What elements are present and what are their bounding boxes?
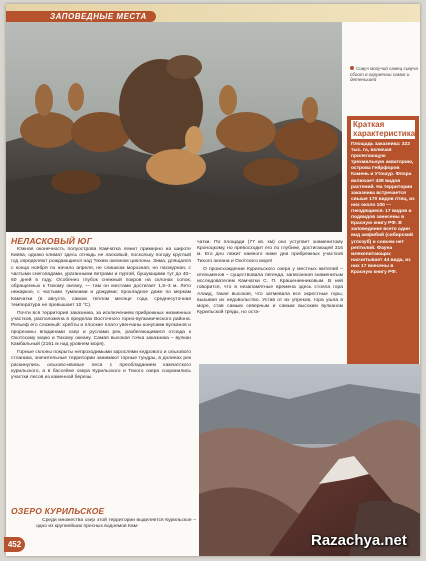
text-column-1 [11,247,191,383]
paragraph: Горные склоны покрыты непроходимыми зарослями кедрового и ольхового стланика, значительные территории занимают горные тундры, в долинах рек раскинулись ольхово-ивовые леса с преобладанием камчатского курильского, а в бассейне озера Курильского и Тихого озера сохранились участки лесов из каменной березы. [11,350,191,381]
photo-caption [350,66,418,83]
facts-sidebar [347,116,419,368]
section-title-south: НЕЛАСКОВЫЙ ЮГ [11,236,93,246]
paragraph: О происхождении Курильского озера у местных жителей – ительменов – существовала легенда, записанная знаменитым исследователем Камчатки С. П. Крашенинниковым. В ней говорится, что в незапамятные времена здесь стояла гора Алаид, такая высокая, что затмевала все окрестные горы, вызывая их недовольство. Устав от их упреков, гора ушла в море, став самым северным и самым высоким вулканом Курильской гряды, но оста- [197,266,343,316]
section-title-lake: ОЗЕРО КУРИЛЬСКОЕ [11,506,105,516]
paragraph: Среди множества озер этой территории выделяется Курильское – одно из крупнейших пресных водоемов Кам- [36,518,196,530]
paragraph: Южная оконечность полуострова Камчатка лежит примерно на широте Киева, однако климат здесь отнюдь не ласковый, поскольку погоду круглый год определяют рождающиеся над Тихим океаном циклоны. Зима, длящаяся с конца ноября по начало апреля, не слишком морозная, но пасмурная, с частыми снегопадами, ураганными ветрами и пургой, бушующими тут до 40–60 дней в году. Особенно глубок снежный покров на склонах сопок, обращенных к Тихому океану, — там он местами достигает 1,5–3 м. Лето нежаркое, с частыми туманами и дождями; прохладное даже по меркам Камчатки (в августе, самом теплом месяце года, среднесуточная температура не превышает 10 °С). [11,247,191,308]
header-band [6,4,420,22]
magazine-page [6,4,420,556]
caption-text: Сивуч могучий самец сивуча сбоит в окружении самок и детенышей [350,66,418,83]
sidebar-text: Площадь заказника: 322 тыс. га, включая прилегающую трехмильную акваторию, острова Гейрфоров Камень и Утошур. Флора включает 438 видов растений. На территории заказника встречается свыше 170 видов птиц, из них около 100 — гнездящиеся. 17 видов и подвидов занесены в Красную книгу РФ. В заповеднике всего один вид амфибий (сибирский углозуб) и совсем нет рептилий. Фауна млекопитающих насчитывает 44 вида, из них 17 внесены в Красную книгу РФ. [351,142,415,275]
paragraph: чатки. По площади (77 кв. км) оно уступает знаменитому Кроноцкому, но превосходит его по глубине, достигающей 316 м. Его дно лежит намного ниже дна прибрежных участков Тихого океана и Охотского моря! [197,240,343,264]
section-header-title: ЗАПОВЕДНЫЕ МЕСТА [50,12,147,21]
watermark: Razachya.net [311,532,407,549]
text-column-lake [36,518,196,532]
sea-lions-illustration [6,22,342,232]
volcano-illustration [199,364,420,556]
page-number: 452 [4,537,25,552]
caption-bullet-icon [350,66,354,70]
paragraph: Почти вся территория заказника, за исключением прибрежных низменных участков, расположена в пределах Восточного горно-вулканического района. Рельеф его сложный: хребты и плоские плато увенчаны конусами вулканов и прорезаны впадинами озер и руслами рек, разбегающимися отсюда к Охотскому морю и Тихому океану. Самая высокая точка заказника – вулкан Камбальный (2161 м над уровнем моря). [11,311,191,348]
text-column-2 [197,240,343,318]
sidebar-title: Краткая характеристика [353,120,416,138]
volcano-photo [199,364,420,556]
sea-lions-photo [6,22,342,232]
